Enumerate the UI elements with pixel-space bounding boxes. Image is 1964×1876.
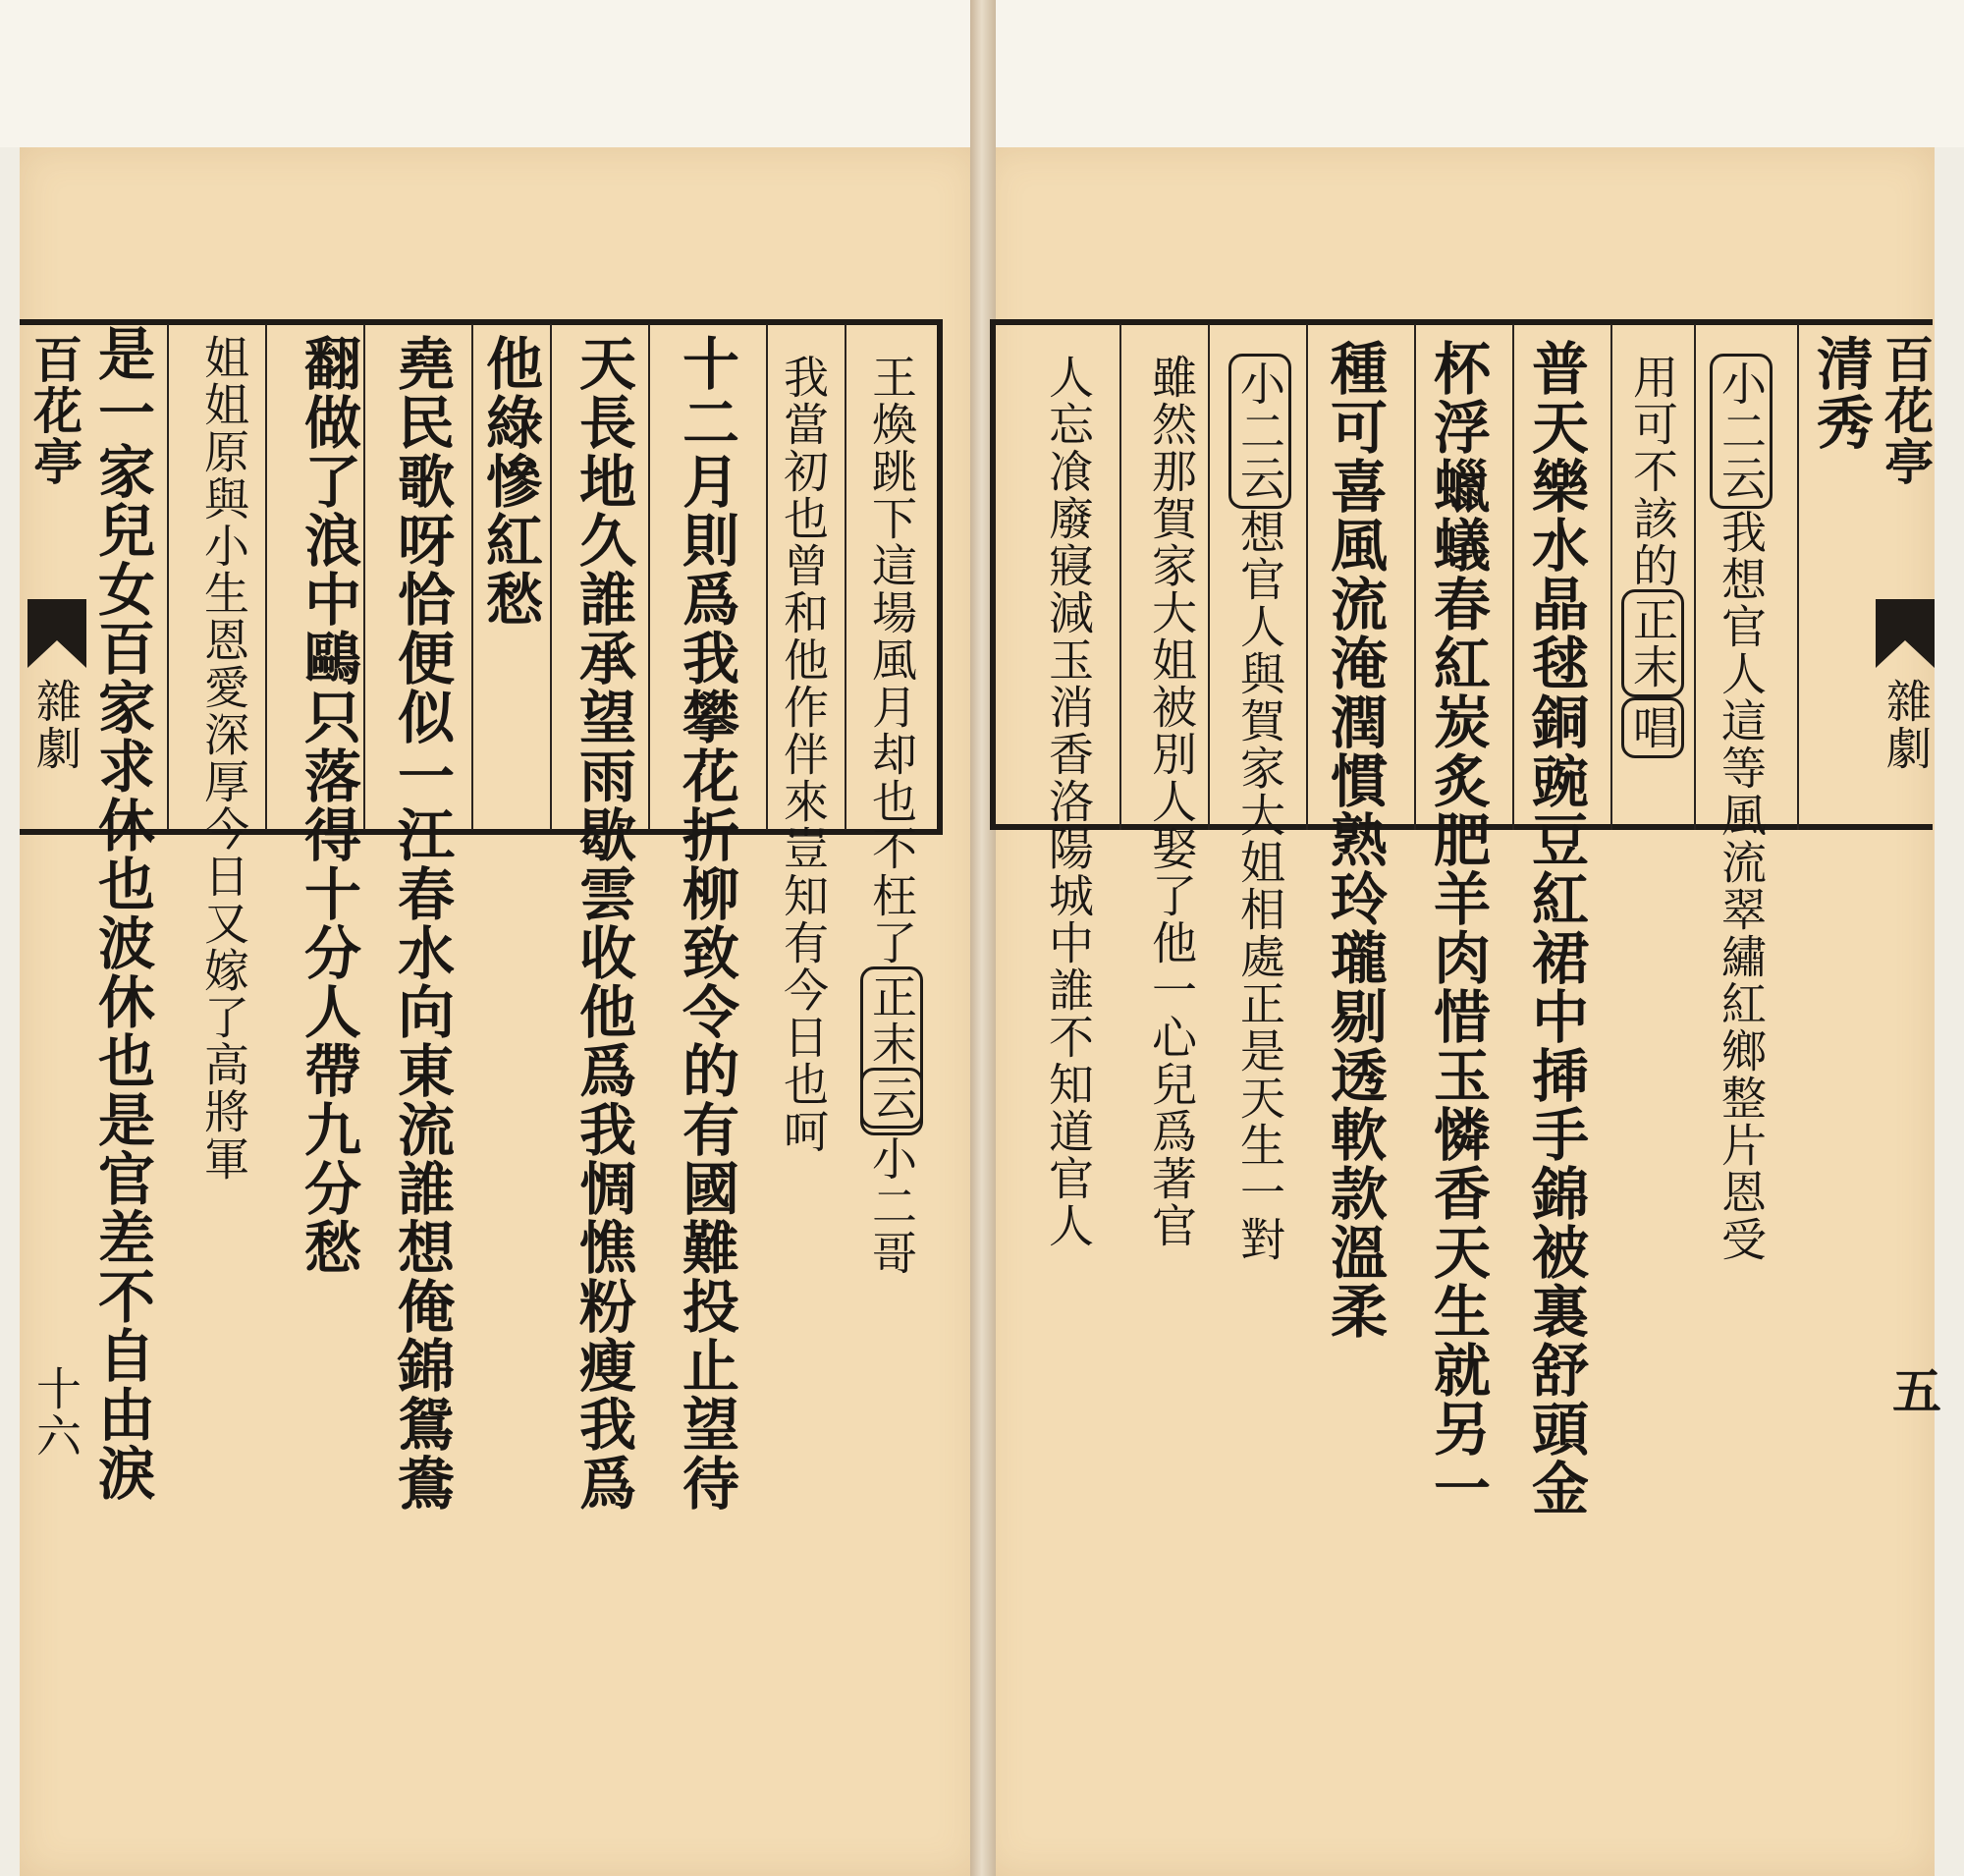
left-title-slip: 百花亭 (26, 334, 83, 487)
text-column-r3: 用可不該的正末唱 (1630, 354, 1675, 758)
text-column-7: 十二月則爲我攀花折柳致令的有國難投止望待 (673, 334, 739, 1513)
column-rule (1208, 324, 1210, 830)
column-rule (1414, 324, 1416, 830)
column-rule (1694, 324, 1696, 830)
right-title-slip: 百花亭 (1877, 334, 1935, 487)
column-rule (1306, 324, 1308, 830)
text-column-9: 王煥跳下這場風月却也不枉了正末云小二哥 (869, 354, 914, 1277)
text-column-r2: 小二云我想官人這等風流翠繡紅鄉整片恩受 (1718, 354, 1764, 1263)
text-column-5: 他綠慘紅愁 (476, 334, 543, 629)
text-column-4: 堯民歌呀恰便似一江春水向東流誰想俺錦鴛鴦 (388, 334, 455, 1513)
column-rule (550, 324, 552, 830)
text-column-r5: 杯浮蠟蟻春紅炭炙肥羊肉惜玉憐香天生就另一 (1424, 339, 1491, 1517)
column-rule (845, 324, 846, 830)
right-folio: 五 (1884, 1365, 1942, 1414)
column-rule (167, 324, 169, 830)
column-rule (648, 324, 650, 830)
text-column-2: 姐姐原與小生恩愛深厚今日又嫁了高將軍 (197, 334, 250, 1183)
top-margin-right (992, 0, 1964, 147)
column-rule (1797, 324, 1799, 830)
text-column-1: 是一家兒女百家求休也波休也是官差不自由淚 (88, 324, 155, 1503)
text-column-r1: 清秀 (1807, 334, 1874, 452)
column-rule (1119, 324, 1121, 830)
column-rule (1610, 324, 1612, 830)
column-rule (363, 324, 365, 830)
left-section-label: 雜劇 (29, 678, 82, 772)
text-column-6: 天長地久誰承望雨歇雲收他爲我惆憔粉瘦我爲 (570, 334, 636, 1513)
text-column-3: 翻做了浪中鷗只落得十分人帶九分愁 (295, 334, 361, 1277)
left-folio: 十六 (29, 1365, 82, 1460)
column-rule (471, 324, 473, 830)
text-column-r7: 小二云想官人與賀家大姐相處正是天生一對 (1237, 354, 1282, 1263)
text-column-8: 我當初也曾和他作伴來豈知有今日也呵 (777, 354, 830, 1155)
top-margin-left (0, 0, 972, 147)
right-section-label: 雜劇 (1880, 678, 1933, 772)
text-column-r9: 人忘飡廢寢減玉消香洛陽城中誰不知道官人 (1042, 354, 1095, 1249)
text-column-r4: 普天樂水晶毬銅豌豆紅裙中揷手錦被裏舒頭金 (1522, 339, 1589, 1517)
column-rule (766, 324, 768, 830)
column-rule (265, 324, 267, 830)
column-rule (1512, 324, 1514, 830)
text-column-r8: 雖然那賀家大姐被別人娶了他一心兒爲著官 (1145, 354, 1198, 1249)
book-gutter (970, 0, 996, 1876)
text-column-r6: 種可喜風流淹潤慣熟玲瓏剔透軟款溫柔 (1321, 339, 1388, 1341)
